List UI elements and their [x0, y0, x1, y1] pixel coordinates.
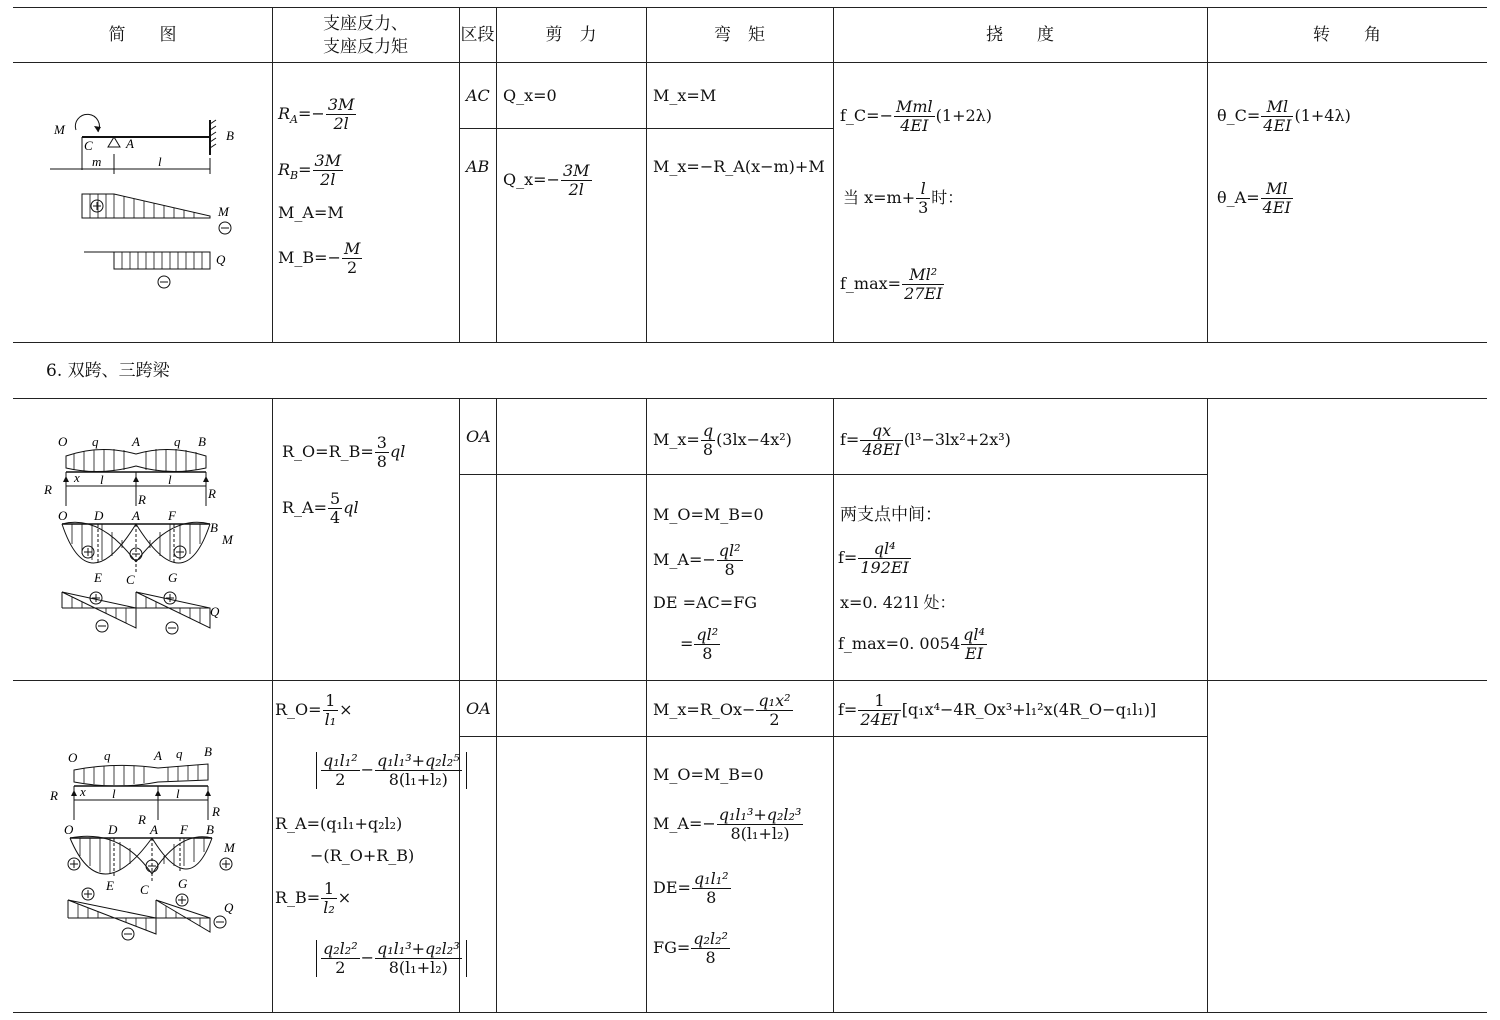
- rule-section6: [13, 398, 1487, 399]
- svg-text:l: l: [168, 472, 172, 487]
- header-reaction-a: 支座反力、: [323, 14, 408, 34]
- moment-de-value: = $\frac{\text{ql²}}{8}$: [680, 625, 719, 663]
- rule-row1-end: [13, 342, 1487, 343]
- svg-text:A: A: [132, 434, 140, 449]
- svg-text:M: M: [224, 840, 235, 855]
- col-rule: [272, 398, 273, 1012]
- svg-text:Q: Q: [216, 252, 226, 267]
- svg-text:m: m: [92, 154, 102, 169]
- segment-oa: OA: [466, 699, 491, 718]
- shear-ab: Q_x=− $\frac{3M}{2l}$: [503, 161, 590, 199]
- reaction-rb: R_B= $\frac{1}{\text{l₂}}$ ×: [275, 879, 352, 917]
- svg-text:G: G: [178, 876, 188, 891]
- svg-text:l: l: [176, 786, 180, 801]
- section-title: 6. 双跨、三跨梁: [46, 361, 170, 381]
- col-rule: [646, 7, 647, 342]
- moment-mx: M_x= $\frac{q}{8}$ (3lx−4x²): [653, 421, 792, 459]
- col-rule: [833, 398, 834, 1012]
- svg-text:A: A: [154, 748, 162, 763]
- svg-text:x: x: [80, 784, 86, 799]
- deflection-f: f= $\frac{1}{24EI}$ [q₁x⁴−4R_Ox³+l₁²x(4R_O−q₁l₁)]: [838, 691, 1157, 729]
- svg-text:D: D: [94, 508, 104, 523]
- deflection-fmax: f_max= $\frac{\text{Ml²}}{27EI}$: [840, 265, 943, 303]
- header-rotation: 转 角: [1313, 25, 1381, 45]
- moment-mo-mb: M_O=M_B=0: [653, 765, 764, 784]
- svg-text:B: B: [204, 744, 212, 759]
- reaction-ro-rb: R_O=R_B= $\frac{3}{8}$ ql: [282, 433, 406, 471]
- svg-text:Q: Q: [210, 604, 220, 619]
- col-rule: [646, 398, 647, 1012]
- svg-text:O: O: [58, 434, 68, 449]
- svg-text:B: B: [210, 520, 218, 535]
- moment-ma: M_A=− $\frac{\text{q₁l₁³+q₂l₂³}}{\text{8(l₁+l₂)}}$: [653, 805, 802, 843]
- deflection-condition: 当 x=m+ $\frac{l}{3}$ 时：: [843, 179, 964, 217]
- svg-text:x: x: [74, 470, 80, 485]
- svg-text:B: B: [206, 822, 214, 837]
- reaction-ma: M_A=M: [278, 203, 344, 222]
- svg-text:q: q: [92, 434, 99, 449]
- svg-text:q: q: [104, 748, 111, 763]
- svg-text:E: E: [106, 878, 114, 893]
- beam-diagram-two-span-uniform: [40, 432, 240, 642]
- header-segment: 区段: [460, 25, 495, 45]
- reaction-ra: R_A= $\frac{5}{4}$ ql: [282, 489, 359, 527]
- svg-text:C: C: [84, 138, 93, 153]
- svg-text:F: F: [180, 822, 188, 837]
- reaction-rb-bracket: $\frac{\text{q₂l₂²}}{2}$ − $\frac{\text{q₁l₁³+q₂l₂³}}{\text{8(l₁+l₂)}}$: [316, 940, 467, 977]
- svg-text:O: O: [64, 822, 74, 837]
- svg-text:q: q: [176, 746, 183, 761]
- rule-header: [13, 62, 1487, 63]
- col-rule: [833, 7, 834, 342]
- svg-text:F: F: [168, 508, 176, 523]
- deflection-midspan-label: 两支点中间：: [840, 505, 942, 525]
- svg-text:B: B: [226, 128, 234, 143]
- reaction-ro-bracket: $\frac{\text{q₁l₁²}}{2}$ − $\frac{\text{q₁l₁³+q₂l₂⁵}}{\text{8(l₁+l₂)}}$: [316, 752, 467, 789]
- svg-text:l: l: [112, 786, 116, 801]
- svg-text:M: M: [222, 532, 233, 547]
- svg-text:D: D: [108, 822, 118, 837]
- shear-ac: Q_x=0: [503, 86, 557, 105]
- col-rule: [496, 398, 497, 1012]
- reaction-ro: R_O= $\frac{1}{\text{l₁}}$ ×: [275, 691, 353, 729]
- svg-text:R: R: [212, 804, 220, 819]
- svg-text:M: M: [218, 204, 229, 219]
- beam-diagram-two-span-unequal: [40, 740, 250, 950]
- header-reaction-b: 支座反力矩: [323, 37, 408, 57]
- rule-bottom: [13, 1012, 1487, 1013]
- deflection-fmax: f_max=0. 0054 $\frac{\text{ql⁴}}{EI}$: [838, 625, 985, 663]
- moment-de: DE =AC=FG: [653, 593, 758, 612]
- svg-text:E: E: [94, 570, 102, 585]
- segment-ab: AB: [466, 157, 490, 176]
- moment-mo-mb: M_O=M_B=0: [653, 505, 764, 524]
- reaction-mb: M_B=− $\frac{M}{2}$: [278, 239, 361, 277]
- rule-top: [13, 7, 1487, 8]
- reaction-rb: $R_B=$ $\frac{3M}{2l}$: [278, 151, 342, 189]
- svg-text:A: A: [150, 822, 158, 837]
- rotation-tha: θ_A= $\frac{Ml}{4EI}$: [1217, 179, 1291, 217]
- svg-text:l: l: [158, 154, 162, 169]
- svg-text:Q: Q: [224, 900, 234, 915]
- svg-text:O: O: [68, 750, 78, 765]
- reaction-ra: $R_A=-$ $\frac{3M}{2l}$: [278, 95, 355, 133]
- segment-oa: OA: [466, 427, 491, 446]
- header-shear: 剪 力: [545, 25, 597, 45]
- svg-text:R: R: [44, 482, 52, 497]
- svg-text:B: B: [198, 434, 206, 449]
- reaction-ra-cont: −(R_O+R_B): [310, 846, 415, 865]
- col-rule: [1207, 7, 1208, 342]
- col-rule: [1207, 398, 1208, 1012]
- rotation-thc: θ_C= $\frac{Ml}{4EI}$ (1+4λ): [1217, 97, 1351, 135]
- deflection-midspan: f= $\frac{\text{ql⁴}}{192EI}$: [838, 539, 909, 577]
- svg-text:R: R: [208, 486, 216, 501]
- svg-text:C: C: [126, 572, 135, 587]
- segment-ac: AC: [466, 86, 490, 105]
- header-diagram: 简 图: [108, 25, 177, 45]
- col-rule: [459, 398, 460, 1012]
- header-moment: 弯 矩: [714, 25, 765, 45]
- svg-text:l: l: [100, 472, 104, 487]
- reaction-ra: R_A=(q₁l₁+q₂l₂): [275, 814, 403, 833]
- moment-ac: M_x=M: [653, 86, 717, 105]
- svg-text:R: R: [138, 812, 146, 827]
- svg-text:R: R: [138, 492, 146, 507]
- col-rule: [496, 7, 497, 342]
- svg-text:M: M: [54, 122, 65, 137]
- svg-text:R: R: [50, 788, 58, 803]
- deflection-f: f= $\frac{qx}{48EI}$ (l³−3lx²+2x³): [840, 421, 1011, 459]
- header-deflection: 挠 度: [986, 25, 1054, 45]
- col-rule: [459, 7, 460, 342]
- moment-ab: M_x=−R_A(x−m)+M: [653, 157, 825, 176]
- deflection-fc: f_C=− $\frac{\text{Mml}}{4EI}$ (1+2λ): [840, 97, 993, 135]
- beam-diagram-cantilever: [40, 110, 240, 300]
- svg-text:C: C: [140, 882, 149, 897]
- moment-ma: M_A=− $\frac{\text{ql²}}{8}$: [653, 541, 741, 579]
- moment-fg: FG= $\frac{\text{q₂l₂²}}{8}$: [653, 929, 728, 967]
- moment-mx: M_x=R_Ox− $\frac{\text{q₁x²}}{2}$: [653, 691, 791, 729]
- svg-text:A: A: [132, 508, 140, 523]
- rule-row2-end: [13, 680, 1487, 681]
- svg-text:O: O: [58, 508, 68, 523]
- svg-text:G: G: [168, 570, 178, 585]
- moment-de: DE= $\frac{\text{q₁l₁²}}{8}$: [653, 869, 729, 907]
- deflection-position: x=0. 421l 处：: [840, 593, 956, 612]
- svg-text:q: q: [174, 434, 181, 449]
- svg-text:A: A: [126, 136, 134, 151]
